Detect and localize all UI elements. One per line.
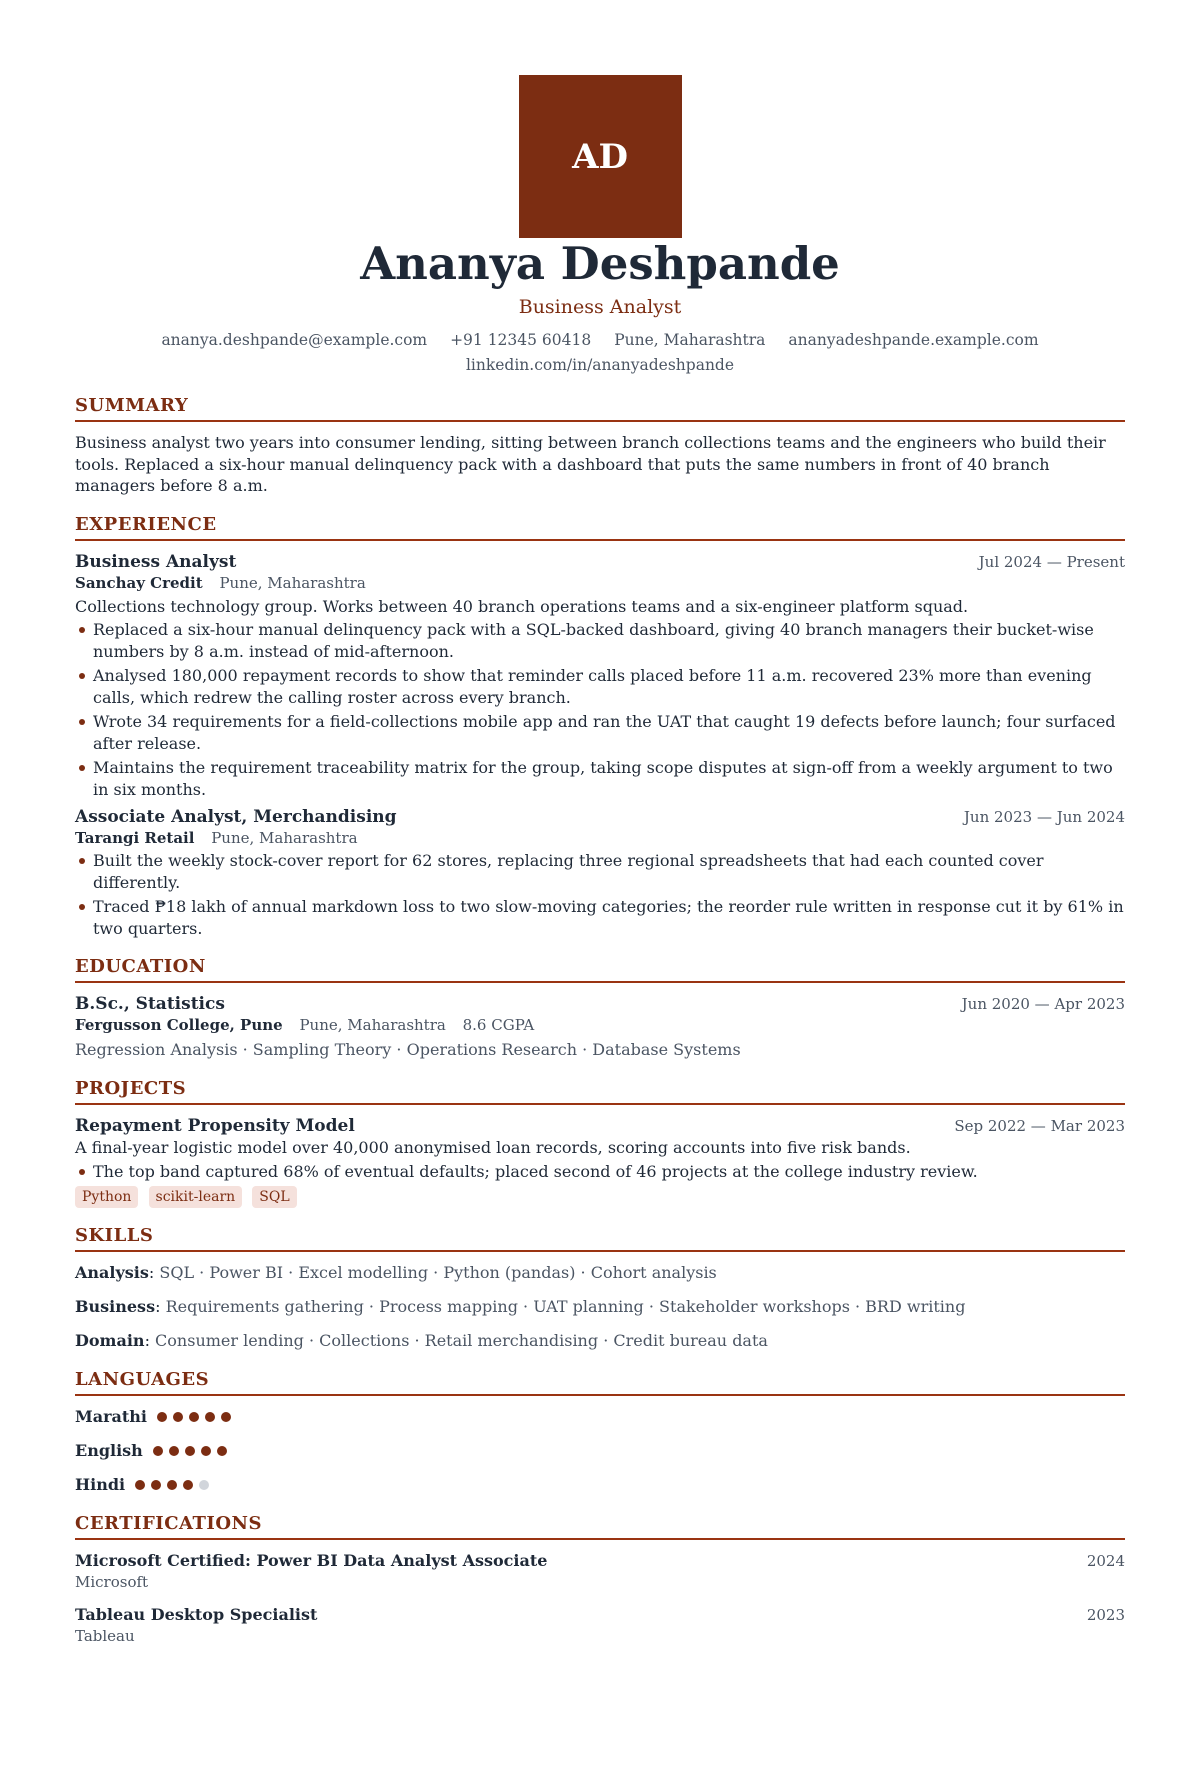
achievement-item: Analysed 180,000 repayment records to show that reminder calls placed before 11 a.m. recovered 23% more than evening calls, which redrew the calling roster across every branch. xyxy=(75,665,1125,708)
proficiency-dot-filled-icon xyxy=(189,1412,199,1422)
language-row xyxy=(75,1406,1125,1428)
project-entry xyxy=(75,1115,1125,1208)
achievement-item: Built the weekly stock-cover report for 62 stores, replacing three regional spreadsheets that had each counted cover differently. xyxy=(75,850,1125,893)
project-bullet-item: The top band captured 68% of eventual defaults; placed second of 46 projects at the college industry review. xyxy=(75,1161,1125,1183)
proficiency-dot-empty-icon xyxy=(199,1480,209,1490)
language-row xyxy=(75,1440,1125,1462)
section-heading: CERTIFICATIONS xyxy=(75,1512,1125,1540)
skills-section xyxy=(75,1224,1125,1352)
resume-page xyxy=(0,75,1200,1772)
project-description: A final-year logistic model over 40,000 anonymised loan records, scoring accounts into five risk bands. xyxy=(75,1138,911,1157)
job-dates: Jun 2023 — Jun 2024 xyxy=(963,808,1125,826)
certification-issuer: Microsoft xyxy=(75,1573,149,1591)
languages-section xyxy=(75,1368,1125,1496)
projects-section xyxy=(75,1077,1125,1208)
company-name: Sanchay Credit xyxy=(75,573,203,592)
job-dates: Jul 2024 — Present xyxy=(978,552,1125,571)
certification-name: Microsoft Certified: Power BI Data Analyst Associate xyxy=(75,1551,548,1570)
skill-category: Analysis xyxy=(75,1263,149,1282)
bullet-icon xyxy=(79,1169,85,1175)
project-name: Repayment Propensity Model xyxy=(75,1116,355,1136)
contact-website[interactable]: ananyadeshpande.example.com xyxy=(788,331,1039,349)
degree-name: B.Sc., Statistics xyxy=(75,994,225,1014)
language-name: English xyxy=(75,1441,143,1460)
summary-section xyxy=(75,394,1125,497)
school-location: Pune, Maharashtra xyxy=(299,1016,446,1034)
skill-list: SQL · Power BI · Excel modelling · Python (pandas) · Cohort analysis xyxy=(159,1263,717,1282)
skill-group: Analysis: SQL · Power BI · Excel modelling · Python (pandas) · Cohort analysis xyxy=(75,1263,717,1282)
job-title: Business Analyst xyxy=(518,296,682,318)
bullet-icon xyxy=(79,765,85,771)
contact-email[interactable]: ananya.deshpande@example.com xyxy=(161,331,428,349)
bullet-icon xyxy=(79,858,85,864)
section-heading: LANGUAGES xyxy=(75,1368,1125,1396)
proficiency-dot-filled-icon xyxy=(217,1446,227,1456)
section-heading: EDUCATION xyxy=(75,955,1125,983)
language-name: Marathi xyxy=(75,1407,147,1426)
achievement-item: Traced ₱18 lakh of annual markdown loss to two slow-moving categories; the reorder rule written in response cut it by 61% in two quarters. xyxy=(75,896,1125,939)
summary-text: Business analyst two years into consumer lending, sitting between branch collections teams and the engineers who build their tools. Replaced a six-hour manual delinquency pack with a dashboard that puts the same numbers in front of 40 branch managers before 8 a.m. xyxy=(75,433,1106,495)
skill-group: Domain: Consumer lending · Collections · Retail merchandising · Credit bureau data xyxy=(75,1331,768,1350)
proficiency-dot-filled-icon xyxy=(135,1480,145,1490)
school-name: Fergusson College, Pune xyxy=(75,1016,283,1034)
language-row xyxy=(75,1474,1125,1496)
experience-entry xyxy=(75,551,1125,801)
tech-tag: SQL xyxy=(252,1186,296,1208)
skill-group: Business: Requirements gathering · Process mapping · UAT planning · Stakeholder workshops · BRD writing xyxy=(75,1297,966,1316)
section-heading: PROJECTS xyxy=(75,1077,1125,1105)
skill-category: Business xyxy=(75,1297,156,1316)
certification-name: Tableau Desktop Specialist xyxy=(75,1605,318,1624)
proficiency-dot-filled-icon xyxy=(183,1480,193,1490)
proficiency-dot-filled-icon xyxy=(221,1412,231,1422)
section-heading: SUMMARY xyxy=(75,394,1125,422)
gpa: 8.6 CGPA xyxy=(462,1016,535,1034)
proficiency-dot-filled-icon xyxy=(205,1412,215,1422)
coursework: Regression Analysis · Sampling Theory · Operations Research · Database Systems xyxy=(75,1040,741,1059)
proficiency-dot-filled-icon xyxy=(201,1446,211,1456)
job-role: Associate Analyst, Merchandising xyxy=(75,807,397,827)
achievement-list xyxy=(75,619,1125,800)
achievement-list xyxy=(75,850,1125,939)
contact-phone: +91 12345 60418 xyxy=(450,331,592,349)
language-name: Hindi xyxy=(75,1475,126,1494)
proficiency-dot-filled-icon xyxy=(169,1446,179,1456)
achievement-item: Maintains the requirement traceability matrix for the group, taking scope disputes at sign-off from a weekly argument to two in six months. xyxy=(75,757,1125,800)
company-name: Tarangi Retail xyxy=(75,829,195,847)
resume-header xyxy=(75,75,1125,378)
bullet-icon xyxy=(79,904,85,910)
bullet-icon xyxy=(79,627,85,633)
project-dates: Sep 2022 — Mar 2023 xyxy=(954,1117,1125,1135)
experience-entry xyxy=(75,806,1125,939)
certification-entry xyxy=(75,1604,1125,1646)
section-heading: EXPERIENCE xyxy=(75,513,1125,541)
bullet-icon xyxy=(79,719,85,725)
contact-linkedin[interactable]: linkedin.com/in/ananyadeshpande xyxy=(465,356,735,374)
certification-entry xyxy=(75,1550,1125,1592)
proficiency-dot-filled-icon xyxy=(173,1412,183,1422)
tech-tag: Python xyxy=(75,1186,138,1208)
contact-location: Pune, Maharashtra xyxy=(614,331,766,349)
tech-tag: scikit-learn xyxy=(149,1186,243,1208)
language-list xyxy=(75,1406,1125,1496)
certifications-section xyxy=(75,1512,1125,1646)
proficiency-dot-filled-icon xyxy=(157,1412,167,1422)
bullet-icon xyxy=(79,673,85,679)
candidate-name: Ananya Deshpande xyxy=(360,237,840,290)
achievement-item: Wrote 34 requirements for a field-collections mobile app and ran the UAT that caught 19 defects before launch; four surfaced after release. xyxy=(75,711,1125,754)
skill-list: Requirements gathering · Process mapping · UAT planning · Stakeholder workshops · BRD writing xyxy=(165,1297,966,1316)
proficiency-dot-filled-icon xyxy=(151,1480,161,1490)
certification-year: 2024 xyxy=(1086,1552,1125,1570)
job-role: Business Analyst xyxy=(75,551,237,572)
job-location: Pune, Maharashtra xyxy=(219,573,366,592)
skill-list: Consumer lending · Collections · Retail merchandising · Credit bureau data xyxy=(155,1331,768,1350)
tech-tags xyxy=(75,1186,1125,1208)
achievement-item: Replaced a six-hour manual delinquency pack with a SQL-backed dashboard, giving 40 branch managers their bucket-wise numbers by 8 a.m. instead of mid-afternoon. xyxy=(75,619,1125,662)
certification-year: 2023 xyxy=(1086,1606,1125,1624)
proficiency-dot-filled-icon xyxy=(153,1446,163,1456)
job-description: Collections technology group. Works between 40 branch operations teams and a six-engineer platform squad. xyxy=(75,596,969,616)
job-location: Pune, Maharashtra xyxy=(211,829,358,847)
education-section xyxy=(75,955,1125,1061)
education-dates: Jun 2020 — Apr 2023 xyxy=(961,995,1125,1013)
experience-section xyxy=(75,513,1125,940)
section-heading: SKILLS xyxy=(75,1224,1125,1252)
contact-info xyxy=(75,328,1125,378)
proficiency-dot-filled-icon xyxy=(185,1446,195,1456)
certification-issuer: Tableau xyxy=(75,1627,135,1645)
education-entry xyxy=(75,993,1125,1061)
proficiency-dot-filled-icon xyxy=(167,1480,177,1490)
project-bullets xyxy=(75,1161,1125,1183)
avatar: AD xyxy=(519,75,682,238)
skill-category: Domain xyxy=(75,1331,145,1350)
